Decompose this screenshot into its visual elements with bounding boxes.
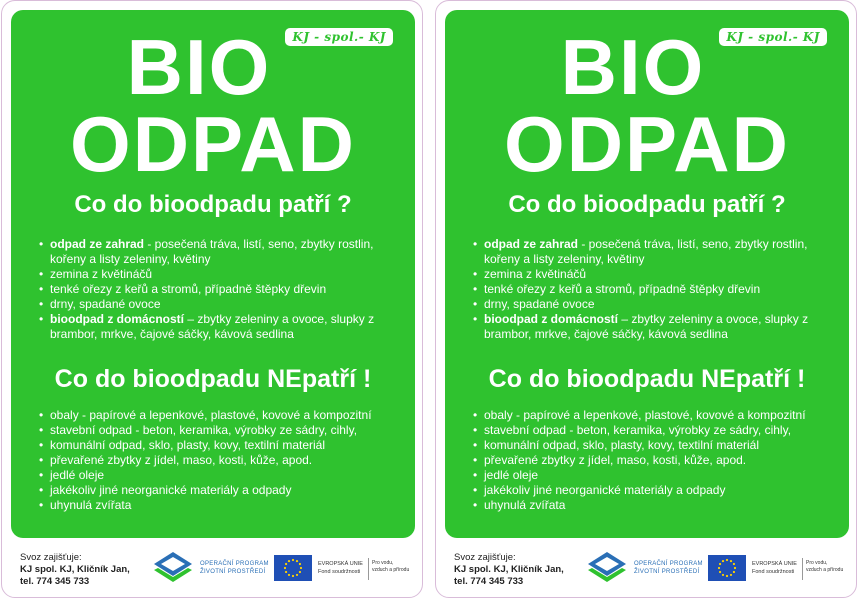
belongs-list: [473, 237, 843, 342]
opz-logo-icon: [586, 550, 628, 584]
belongs-item: [473, 282, 843, 297]
belongs-item-text: – zbytky zeleniny a ovoce, slupky z brambor, mrkve, čajové sáčky, kávová sedlina: [50, 312, 375, 341]
eu-star-icon: [726, 559, 728, 561]
belongs-item: [473, 297, 843, 312]
not-belongs-heading: Co do bioodpadu NEpatří !: [488, 365, 806, 393]
green-panel: [445, 10, 849, 538]
eu-star-icon: [284, 567, 286, 569]
eu-line1: EVROPSKÁ UNIE: [752, 561, 797, 567]
eu-star-icon: [722, 560, 724, 562]
eu-star-icon: [719, 563, 721, 565]
belongs-heading: Co do bioodpadu patří ?: [74, 191, 352, 218]
eu-flag-icon: [274, 555, 312, 581]
eu-star-icon: [299, 563, 301, 565]
eu-star-icon: [726, 575, 728, 577]
eu-line4: vzduch a přírodu: [806, 567, 844, 573]
not-belongs-item: • stavební odpad - beton, keramika, výrobky ze sádry, cihly,: [39, 423, 409, 438]
eu-line2: Fond soudržnosti: [318, 569, 361, 575]
eu-flag-icon: [708, 555, 746, 581]
belongs-heading: Co do bioodpadu patří ?: [508, 191, 786, 218]
eu-star-icon: [719, 571, 721, 573]
poster-footer: [436, 541, 856, 597]
belongs-item: [39, 282, 409, 297]
belongs-item-text: - posečená tráva, listí, seno, zbytky rostlin, kořeny a listy zeleniny, květiny: [50, 237, 374, 266]
opz-text: [200, 560, 269, 576]
collector-phone: tel. 774 345 733: [20, 576, 90, 587]
belongs-item-text: – zbytky zeleniny a ovoce, slupky z brambor, mrkve, čajové sáčky, kávová sedlina: [484, 312, 809, 341]
not-belongs-list: [473, 408, 843, 513]
belongs-item: [39, 297, 409, 312]
opz-line2: ŽIVOTNÍ PROSTŘEDÍ: [200, 569, 266, 575]
belongs-item-bold: odpad ze zahrad: [484, 237, 579, 251]
eu-star-icon: [292, 559, 294, 561]
not-belongs-item: • uhynulá zvířata: [473, 498, 843, 513]
title-bio: BIO: [126, 23, 272, 111]
belongs-item: [473, 267, 843, 282]
belongs-item-text: zemina z květináčů: [50, 267, 153, 281]
belongs-item-text: drny, spadané ovoce: [484, 297, 595, 311]
collector-info: [20, 552, 130, 588]
belongs-item-bold: bioodpad z domácností: [484, 312, 618, 326]
green-panel: [11, 10, 415, 538]
not-belongs-item: • stavební odpad - beton, keramika, výrobky ze sádry, cihly,: [473, 423, 843, 438]
not-belongs-item: • převařené zbytky z jídel, maso, kosti, kůže, apod.: [473, 453, 843, 468]
eu-star-icon: [718, 567, 720, 569]
not-belongs-item: • jedlé oleje: [473, 468, 843, 483]
title-odpad: ODPAD: [70, 100, 356, 188]
belongs-item-text: zemina z květináčů: [484, 267, 587, 281]
opz-logo-icon: [152, 550, 194, 584]
not-belongs-item: • komunální odpad, sklo, plasty, kovy, textilní materiál: [39, 438, 409, 453]
opz-text: [634, 560, 703, 576]
eu-star-icon: [734, 567, 736, 569]
belongs-item: [39, 312, 409, 342]
eu-star-icon: [288, 574, 290, 576]
opz-line1: OPERAČNÍ PROGRAM: [634, 561, 703, 567]
belongs-item-text: - posečená tráva, listí, seno, zbytky rostlin, kořeny a listy zeleniny, květiny: [484, 237, 808, 266]
company-badge: KJ - spol.- KJ: [285, 28, 393, 46]
poster-right: [435, 0, 857, 598]
not-belongs-item: • obaly - papírové a lepenkové, plastové, kovové a kompozitní: [39, 408, 409, 423]
title-bio: BIO: [560, 23, 706, 111]
not-belongs-item: • jedlé oleje: [39, 468, 409, 483]
eu-star-icon: [730, 574, 732, 576]
eu-star-icon: [730, 560, 732, 562]
eu-separator: [802, 558, 803, 580]
belongs-item: [39, 237, 409, 267]
not-belongs-heading: Co do bioodpadu NEpatří !: [54, 365, 372, 393]
belongs-item-text: drny, spadané ovoce: [50, 297, 161, 311]
title-odpad: ODPAD: [504, 100, 790, 188]
opz-line1: OPERAČNÍ PROGRAM: [200, 561, 269, 567]
not-belongs-item: • jakékoliv jiné neorganické materiály a odpady: [473, 483, 843, 498]
eu-motto: [806, 560, 843, 574]
eu-line3: Pro vodu,: [372, 560, 394, 566]
belongs-list: [39, 237, 409, 342]
eu-motto: [372, 560, 409, 574]
not-belongs-list: [39, 408, 409, 513]
eu-star-icon: [299, 571, 301, 573]
eu-star-icon: [733, 563, 735, 565]
eu-star-icon: [300, 567, 302, 569]
eu-star-icon: [285, 563, 287, 565]
collector-label: Svoz zajišťuje:: [20, 552, 82, 563]
collector-company: KJ spol. KJ, Kličník Jan,: [20, 564, 130, 575]
eu-star-icon: [733, 571, 735, 573]
opz-line2: ŽIVOTNÍ PROSTŘEDÍ: [634, 569, 700, 575]
not-belongs-item: • převařené zbytky z jídel, maso, kosti, kůže, apod.: [39, 453, 409, 468]
eu-line4: vzduch a přírodu: [372, 567, 410, 573]
poster-left: [1, 0, 423, 598]
company-badge: KJ - spol.- KJ: [719, 28, 827, 46]
not-belongs-item: • obaly - papírové a lepenkové, plastové, kovové a kompozitní: [473, 408, 843, 423]
belongs-item-bold: bioodpad z domácností: [50, 312, 184, 326]
eu-text: [318, 560, 363, 576]
collector-label: Svoz zajišťuje:: [454, 552, 516, 563]
eu-line1: EVROPSKÁ UNIE: [318, 561, 363, 567]
eu-star-icon: [722, 574, 724, 576]
eu-separator: [368, 558, 369, 580]
eu-star-icon: [292, 575, 294, 577]
poster-footer: [2, 541, 422, 597]
belongs-item-text: tenké ořezy z keřů a stromů, případně štěpky dřevin: [50, 282, 327, 296]
collector-info: [454, 552, 564, 588]
belongs-item: [473, 312, 843, 342]
belongs-item-text: tenké ořezy z keřů a stromů, případně štěpky dřevin: [484, 282, 761, 296]
collector-phone: tel. 774 345 733: [454, 576, 524, 587]
not-belongs-item: • komunální odpad, sklo, plasty, kovy, textilní materiál: [473, 438, 843, 453]
not-belongs-item: • uhynulá zvířata: [39, 498, 409, 513]
belongs-item-bold: odpad ze zahrad: [50, 237, 145, 251]
eu-line3: Pro vodu,: [806, 560, 828, 566]
belongs-item: [39, 267, 409, 282]
eu-star-icon: [285, 571, 287, 573]
not-belongs-item: • jakékoliv jiné neorganické materiály a odpady: [39, 483, 409, 498]
collector-company: KJ spol. KJ, Kličník Jan,: [454, 564, 564, 575]
eu-star-icon: [288, 560, 290, 562]
eu-text: [752, 560, 797, 576]
eu-line2: Fond soudržnosti: [752, 569, 795, 575]
eu-star-icon: [296, 560, 298, 562]
eu-star-icon: [296, 574, 298, 576]
belongs-item: [473, 237, 843, 267]
